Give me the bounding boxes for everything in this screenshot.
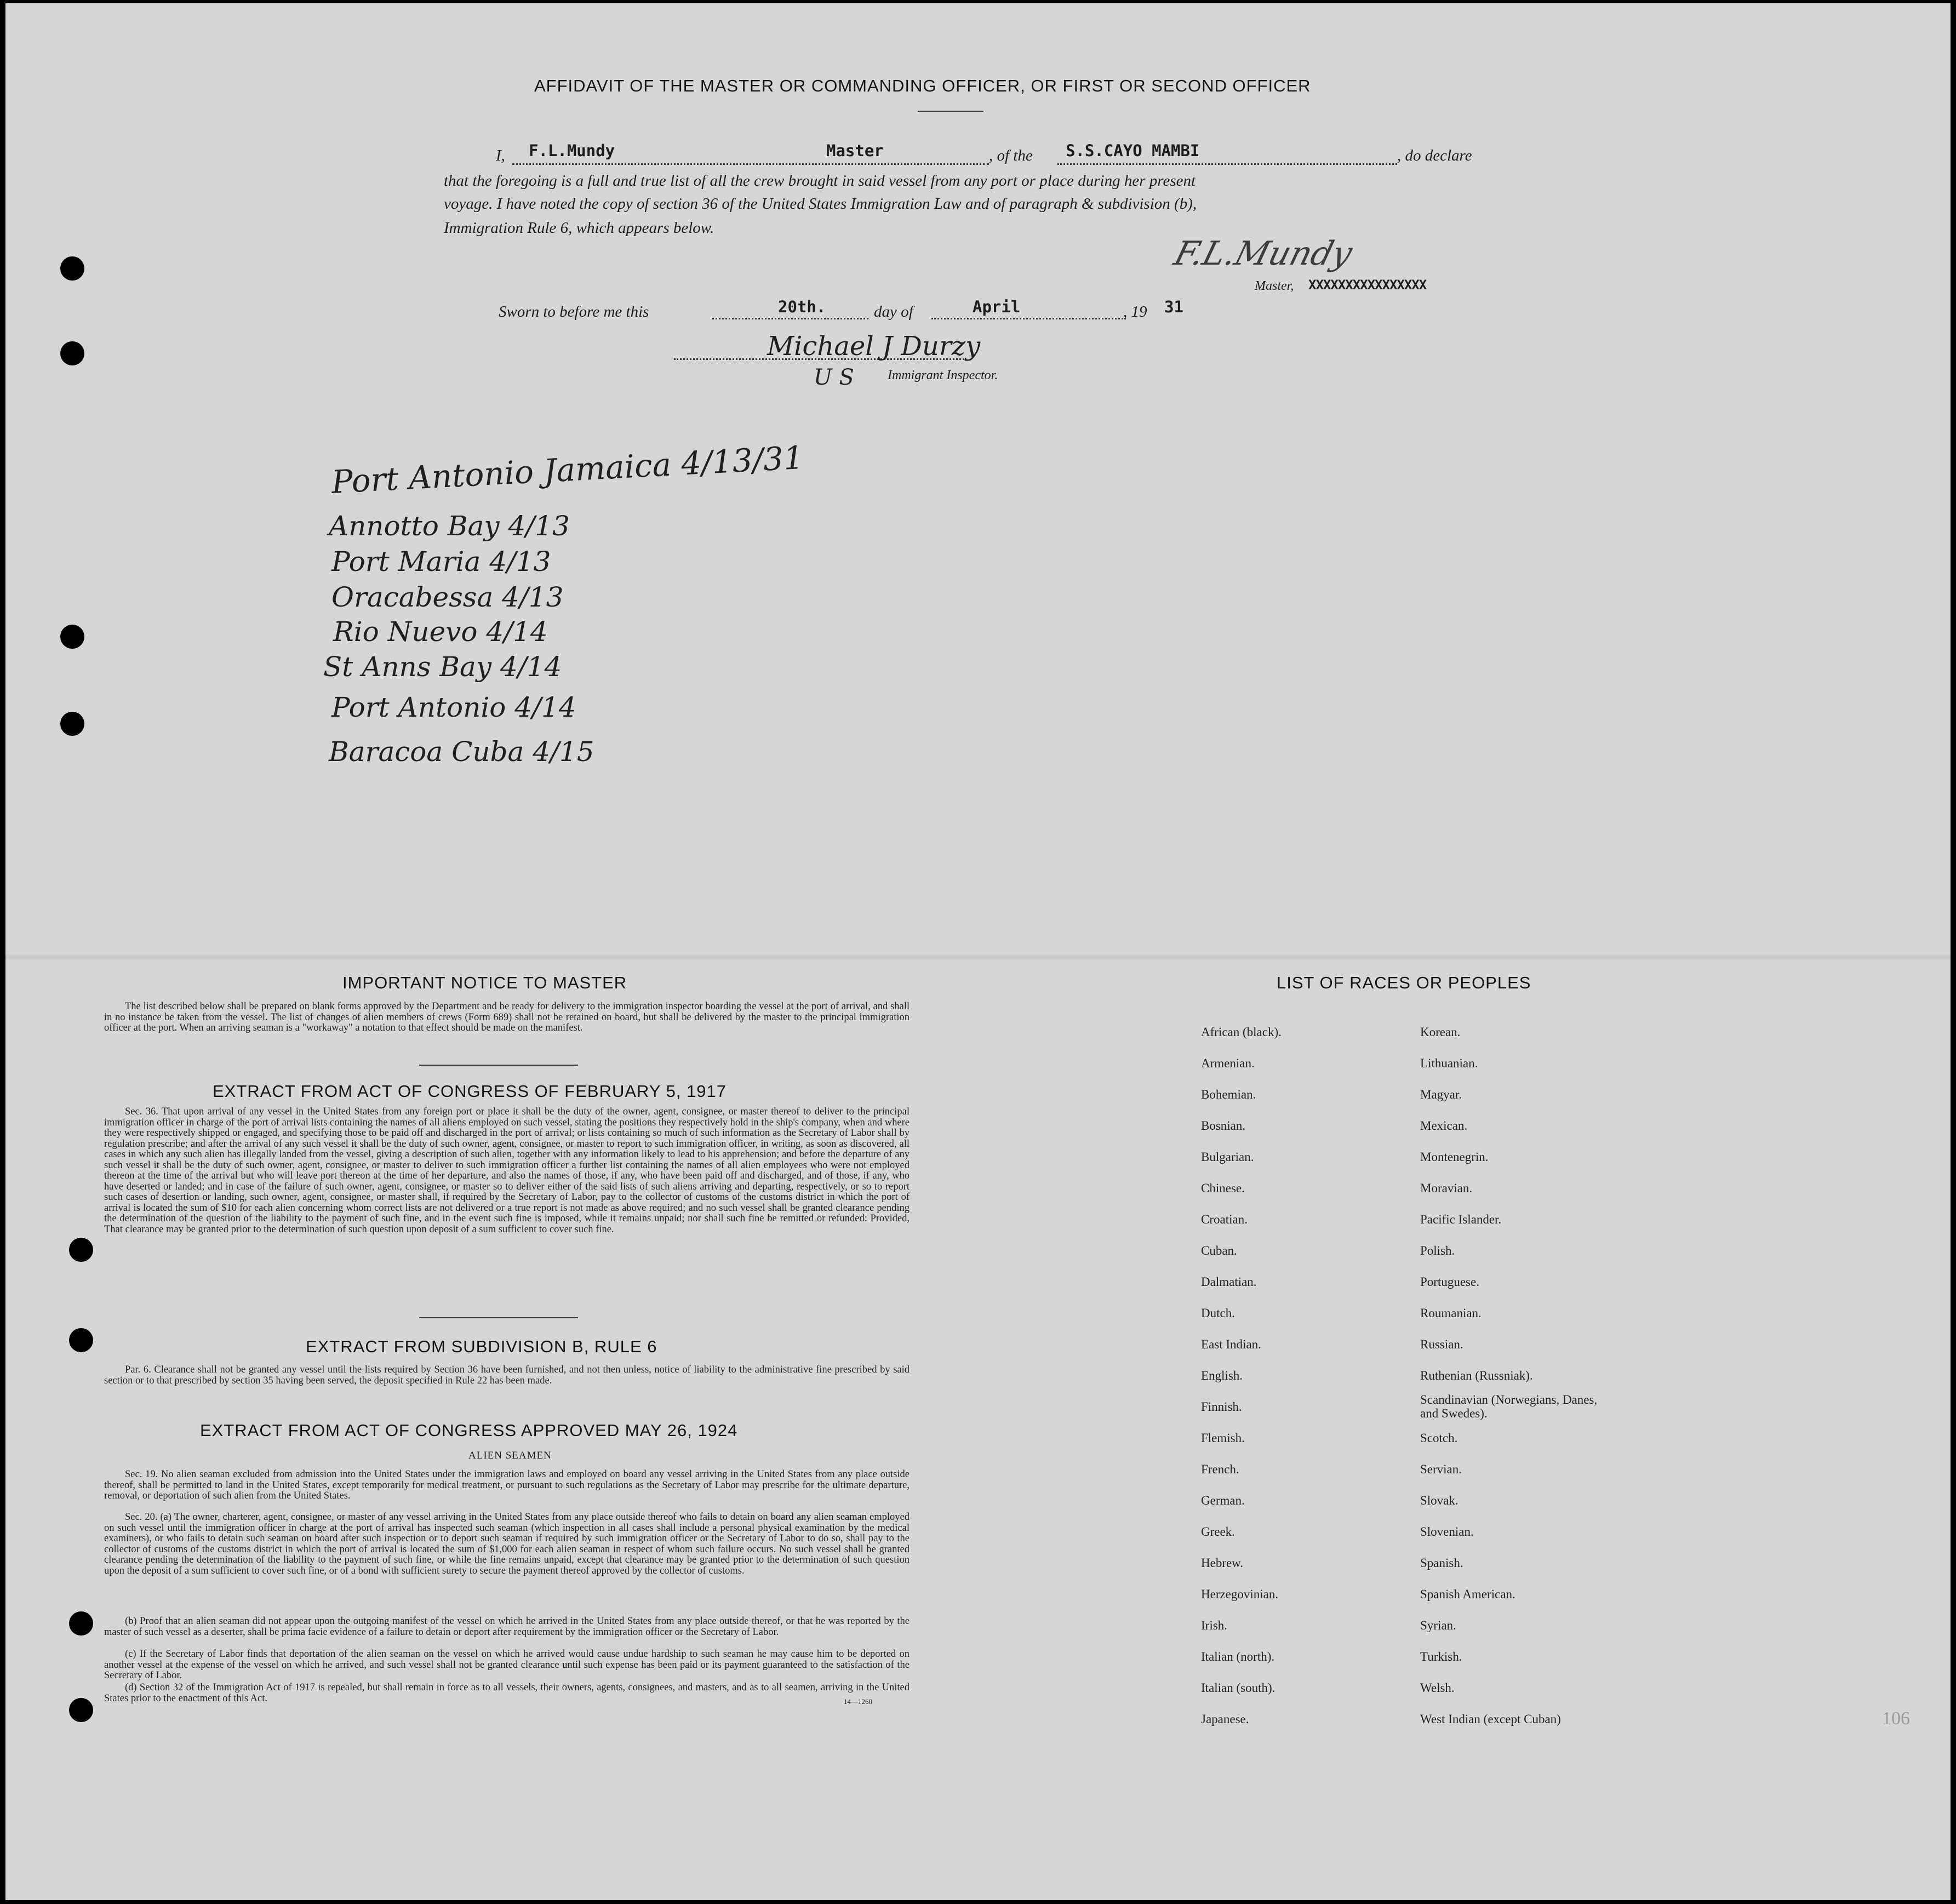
master-rank: Master [826,141,884,160]
binder-hole [69,1328,93,1352]
notice-title: IMPORTANT NOTICE TO MASTER [342,973,627,992]
port-entry: Port Antonio Jamaica 4/13/31 [330,438,805,501]
month-field-line [931,318,1126,319]
race-item: Hebrew. [1201,1556,1244,1570]
race-item: Mexican. [1420,1119,1468,1133]
race-item: Lithuanian. [1420,1056,1478,1070]
race-item: Polish. [1420,1244,1455,1257]
port-entry: Baracoa Cuba 4/15 [329,736,594,768]
title-rule [918,111,983,112]
race-item: English. [1201,1369,1243,1382]
race-item: Servian. [1420,1462,1462,1476]
race-item: Spanish. [1420,1556,1463,1570]
inspector-signature: Michael J Durzy [767,331,981,362]
day-of-label: day of [874,303,913,321]
alien-seamen-subtitle: ALIEN SEAMEN [468,1450,552,1461]
race-item: Dutch. [1201,1306,1235,1320]
section-rule [419,1065,578,1066]
sworn-day: 20th. [778,298,826,316]
race-item: Dalmatian. [1201,1275,1257,1289]
notice-text: The list described below shall be prepared on blank forms approved by the Department and be ready for delivery to the immigration inspector boarding the vessel at the port of arrival, and shall in no instance be taken from the vessel. The list of changes of alien members of crews (Form 689) shall not be retained on board, but shall be delivered by the master to the principal immigration officer at the port. When an arriving seaman is a "workaway" a notation to that effect should be made on the manifest. [104,1001,910,1033]
affidavit-line-4: Immigration Rule 6, which appears below. [444,219,714,237]
race-item: Bulgarian. [1201,1150,1254,1164]
page-fold [5,954,1951,960]
race-item: Cuban. [1201,1244,1237,1257]
struck-title: XXXXXXXXXXXXXXXX [1308,277,1427,293]
extract-1924-title: EXTRACT FROM ACT OF CONGRESS APPROVED MAY 26, 1924 [200,1421,738,1440]
race-item: Spanish American. [1420,1587,1515,1601]
binder-hole [60,712,84,736]
vessel-name: S.S.CAYO MAMBI [1066,141,1200,160]
sec-20d-text: (d) Section 32 of the Immigration Act of 1917 is repealed, but shall remain in force as to all vessels, their owners, agents, consignees, and masters, and as to all seamen, arriving in the United States prior to the enactment of this Act. [104,1682,910,1704]
section-rule [419,1317,578,1318]
sec-19-text: Sec. 19. No alien seaman excluded from admission into the United States under the immigration laws and employed on board any vessel arriving in the United States from any place outside thereof, shall be permitted to land in the United States, except temporarily for medical treatment, or pursuant to such regulations as the Secretary of Labor may prescribe for the ultimate departure, removal, or deportation of such alien from the United States. [104,1469,910,1501]
binder-hole [69,1698,93,1722]
sec-20b-text: (b) Proof that an alien seaman did not appear upon the outgoing manifest of the vessel on which he arrived in the United States from any place outside thereof, or that he was reported by the master of such vessel as a deserter, shall be prima facie evidence of a failure to detain or deport after requirement by the immigration officer or the Secretary of Labor. [104,1616,910,1638]
port-entry: Oracabessa 4/13 [331,581,564,613]
port-entry: Port Maria 4/13 [331,546,551,578]
race-item: Welsh. [1420,1681,1455,1695]
race-item: Portuguese. [1420,1275,1479,1289]
race-item: Bohemian. [1201,1088,1256,1101]
do-declare-label: , do declare [1397,147,1472,164]
race-item: Croatian. [1201,1213,1248,1226]
races-title: LIST OF RACES OR PEOPLES [1277,973,1531,992]
race-item: Bosnian. [1201,1119,1246,1133]
race-item: Moravian. [1420,1181,1473,1195]
race-item: Ruthenian (Russniak). [1420,1369,1533,1382]
race-item: French. [1201,1462,1239,1476]
affidavit-line-3: voyage. I have noted the copy of section 36 of the United States Immigration Law and of paragraph & subdivision (b), [444,195,1197,213]
binder-hole [69,1238,93,1262]
race-item: Chinese. [1201,1181,1245,1195]
binder-hole [60,625,84,649]
inspector-label: Immigrant Inspector. [888,368,998,382]
race-item: Montenegrin. [1420,1150,1489,1164]
race-item: Irish. [1201,1619,1227,1632]
race-item: Armenian. [1201,1056,1255,1070]
race-item: Japanese. [1201,1712,1249,1726]
race-item: Herzegovinian. [1201,1587,1279,1601]
subdivision-b-title: EXTRACT FROM SUBDIVISION B, RULE 6 [306,1337,657,1356]
sworn-label: Sworn to before me this [499,303,649,321]
port-entry: St Anns Bay 4/14 [323,651,562,683]
inspector-prefix: U S [814,365,854,390]
race-item: Roumanian. [1420,1306,1482,1320]
race-item: Turkish. [1420,1650,1462,1663]
race-item: German. [1201,1494,1245,1507]
race-item: East Indian. [1201,1337,1261,1351]
document-page [5,3,1951,1900]
port-entry: Port Antonio 4/14 [331,691,576,723]
race-item: Greek. [1201,1525,1235,1539]
sworn-month: April [973,298,1021,316]
day-field-line [712,318,868,319]
binder-hole [69,1611,93,1636]
margin-page-number: 106 [1882,1708,1910,1729]
sec-20c-text: (c) If the Secretary of Labor finds that deportation of the alien seaman on the vessel on which he arrived would cause undue hardship to such seaman he may cause him to be deported on another vessel at the expense of the vessel on which he arrived, and such vessel shall not be granted clearance until such expense has been paid or its payment guaranteed to the satisfaction of the Secretary of Labor. [104,1649,910,1681]
subdivision-b-text: Par. 6. Clearance shall not be granted any vessel until the lists required by Section 36 have been furnished, and not then unless, notice of liability to the administrative fine prescribed by said section or to that prescribed by section 35 having been served, the deposit specified in Rule 22 has been made. [104,1364,910,1386]
race-item: Flemish. [1201,1431,1245,1445]
vessel-field-line [1057,163,1397,165]
binder-hole [60,341,84,365]
race-item: Scotch. [1420,1431,1458,1445]
race-item: Finnish. [1201,1400,1242,1414]
race-item: Italian (south). [1201,1681,1276,1695]
sec-20a-text: Sec. 20. (a) The owner, charterer, agent, consignee, or master of any vessel arriving in the United States from any place outside thereof who fails to detain on board any alien seaman employed on such vessel until the immigration officer in charge at the port of arrival has inspected such seaman (which inspection in all cases shall include a personal physical examination by the medical examiners), or who fails to detain such seaman on board after such inspection or to deport such seaman if required by such immigration officer or the Secretary of Labor to do so, shall pay to the collector of customs of the customs district in which the port of arrival is located the sum of $1,000 for each alien seaman in respect of whom such failure occurs. No such vessel shall be granted clearance pending the determination of the liability to the payment of such fine, or while the fine remains unpaid, except that clearance may be granted prior to the determination of such question upon the deposit of a sum sufficient to cover such fine, or of a bond with sufficient surety to secure the payment thereof approved by the collector of customs. [104,1512,910,1576]
race-item: Pacific Islander. [1420,1213,1502,1226]
year-prefix: , 19 [1123,303,1147,321]
race-item: Syrian. [1420,1619,1456,1632]
extract-1917-title: EXTRACT FROM ACT OF CONGRESS OF FEBRUARY 5, 1917 [213,1082,727,1101]
race-item: Russian. [1420,1337,1463,1351]
race-item: Slovenian. [1420,1525,1474,1539]
binder-hole [60,256,84,281]
form-number: 14—1260 [844,1697,872,1706]
port-entry: Annotto Bay 4/13 [329,510,570,542]
race-item: West Indian (except Cuban) [1420,1712,1561,1726]
sworn-year: 31 [1164,298,1183,316]
of-the-label: , of the [989,147,1033,164]
master-signature: F.L.Mundy [1170,235,1357,273]
affidavit-title: AFFIDAVIT OF THE MASTER OR COMMANDING OFFICER, OR FIRST OR SECOND OFFICER [534,76,1311,95]
name-field-line [512,163,989,165]
race-item: Scandinavian (Norwegians, Danes, and Swedes). [1420,1393,1598,1420]
race-item: Slovak. [1420,1494,1459,1507]
port-entry: Rio Nuevo 4/14 [333,616,548,648]
affidavit-i-label: I, [496,147,505,164]
race-item: Magyar. [1420,1088,1462,1101]
affidavit-line-2: that the foregoing is a full and true list of all the crew brought in said vessel from any port or place during her present [444,172,1196,190]
extract-1917-text: Sec. 36. That upon arrival of any vessel in the United States from any foreign port or place it shall be the duty of the owner, agent, consignee, or master thereof to deliver to the principal immigration officer in charge of the port of arrival lists containing the names of all aliens employed on such vessel, stating the positions they respectively hold in the ship's company, when and where they were respectively shipped or engaged, and specifying those to be paid off and discharged in the port of arrival; or lists containing so much of such information as the Secretary of Labor shall by regulation prescribe; and after the arrival of any such vessel it shall be the duty of such owner, agent, consignee, or master to report to such immigration officer, in writing, as soon as discovered, all cases in which any such alien has illegally landed from the vessel, giving a description of such alien, together with any information likely to lead to his apprehension; and before the departure of any such vessel it shall be the duty of such owner, agent, consignee, or master to deliver to such immigration officer a further list containing the names of all alien employees who were not employed thereon at the time of the arrival but who will leave port thereon at the time of her departure, and also the names of those, if any, who have been paid off and discharged, and of those, if any, who have deserted or landed; and in case of the failure of such owner, agent, consignee, or master so to deliver either of the said lists of such aliens arriving and departing, respectively, or so to report such cases of desertion or landing, such owner, agent, consignee, or master shall, if required by the Secretary of Labor, pay to the collector of customs of the customs district in which the port of arrival is located the sum of $10 for each alien concerning whom correct lists are not delivered or a true report is not made as above required; and no such vessel shall be granted clearance pending the determination of the question of the liability to the payment of such fine, and in the event such fine is imposed, while it remains unpaid; nor shall such fine be remitted or refunded: Provided, That clearance may be granted prior to the determination of such question upon deposit of a sum sufficient to cover such fine. [104,1106,910,1235]
race-item: Korean. [1420,1025,1461,1039]
master-name: F.L.Mundy [529,141,615,160]
race-item: African (black). [1201,1025,1282,1039]
race-item: Italian (north). [1201,1650,1275,1663]
master-label: Master, [1255,279,1294,293]
